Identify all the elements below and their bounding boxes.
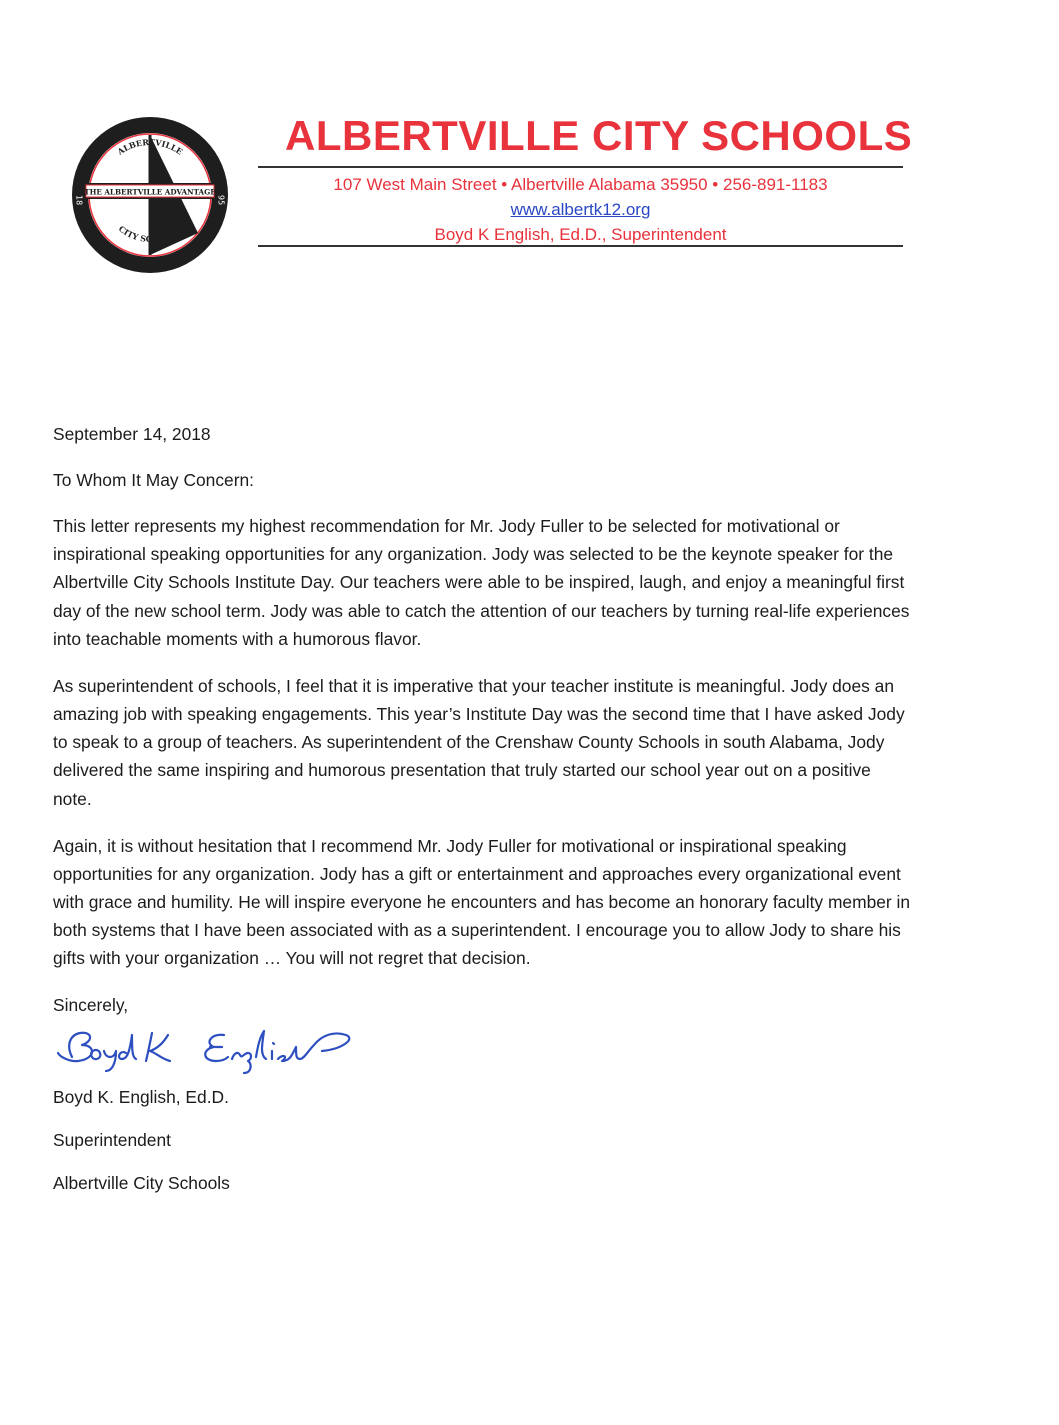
seal-year-right: 95 [216,195,226,206]
letter-closing: Sincerely, [53,995,129,1016]
letterhead-bottom-rule [258,245,903,247]
handwritten-signature [52,1005,362,1077]
letterhead-top-rule [258,166,903,168]
seal-middle-text: THE ALBERTVILLE ADVANTAGE [84,187,216,197]
seal-top-text: ALBERTVILLE [115,136,185,157]
letter-body [53,420,913,1019]
letterhead-address: 107 West Main Street • Albertville Alabama 35950 • 256-891-1183 [333,175,828,194]
signer-organization: Albertville City Schools [53,1173,230,1193]
website-link[interactable]: www.albertk12.org [510,200,651,219]
letter-paragraph-2: As superintendent of schools, I feel that it is imperative that your teacher institute is meaningful. Jody does an amazing job with speaking engagements. This year’s Institute Day was the second time that I have asked Jody to speak to a group of teachers. As superintendent of the Crenshaw County Schools in south Alabama, Jody delivered the same inspiring and humorous presentation that truly started our school year out on a positive note. [53,675,905,809]
district-seal-logo [70,115,230,275]
seal-year-left: 18 [74,195,84,206]
signer-name: Boyd K. English, Ed.D. [53,1087,229,1107]
letter-salutation: To Whom It May Concern: [53,470,255,490]
signer-block [53,1083,230,1212]
letter-paragraph-1: This letter represents my highest recommendation for Mr. Jody Fuller to be selected for motivational or inspirational speaking opportunities for any organization. Jody was selected to be the keynote speaker for the Albertville City Schools Institute Day. Our teachers were able to be inspired, laugh, and enjoy a meaningful first day of the new school term. Jody was able to catch the attention of our teachers by turning real-life experiences into teachable moments with a humorous flavor. [53,516,910,649]
letterhead-website-line [258,197,903,222]
signer-title: Superintendent [53,1130,171,1150]
letterhead-contact-block [258,172,903,247]
letter-date: September 14, 2018 [53,424,211,444]
seal-bottom-text: CITY SCHOOLS [116,223,184,244]
letterhead-superintendent: Boyd K English, Ed.D., Superintendent [434,225,727,244]
organization-name: ALBERTVILLE CITY SCHOOLS [285,112,913,159]
letter-paragraph-3: Again, it is without hesitation that I recommend Mr. Jody Fuller for motivational or inspirational speaking opportunities for any organization. Jody has a gift or entertainment and approaches every organizational event with grace and humility. He will inspire everyone he encounters and has become an honorary faculty member in both systems that I have been associated with as a superintendent. I encourage you to allow Jody to share his gifts with your organization … You will not regret that decision. [53,835,911,969]
